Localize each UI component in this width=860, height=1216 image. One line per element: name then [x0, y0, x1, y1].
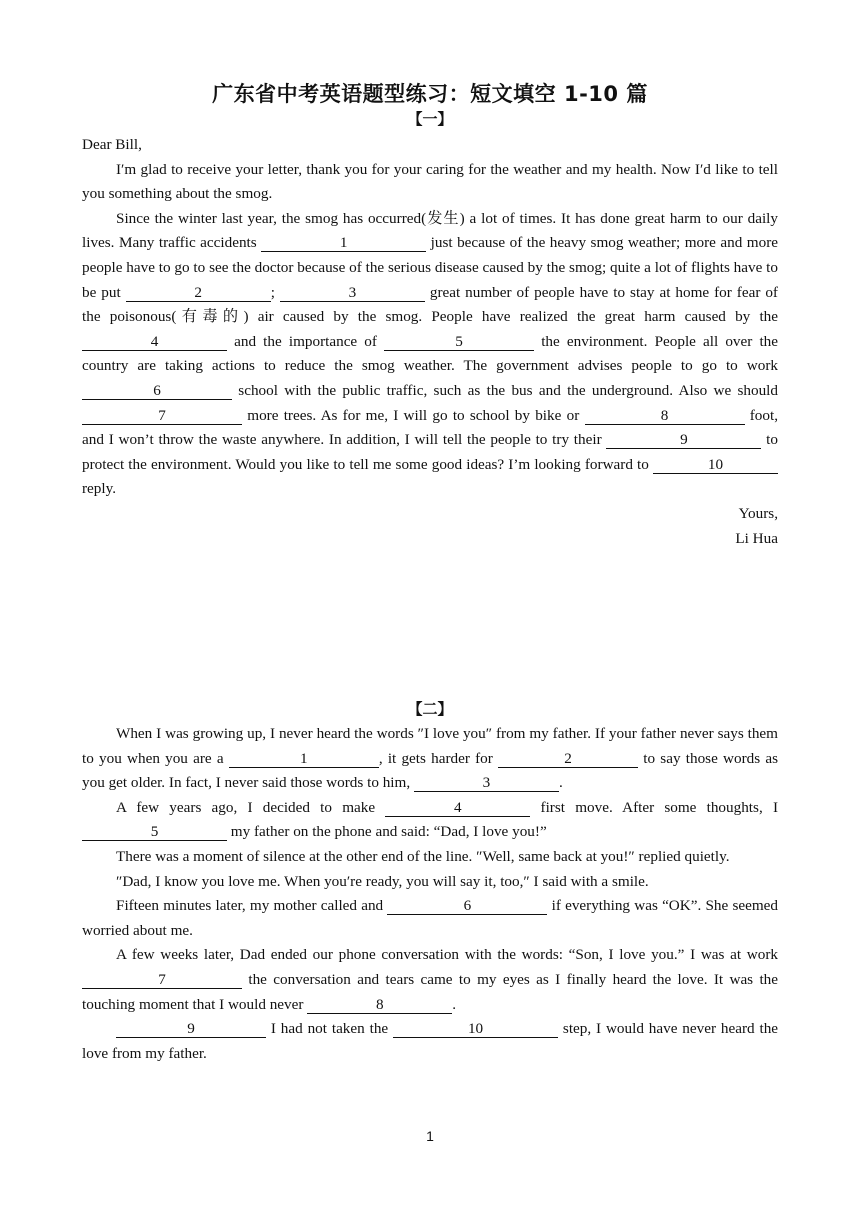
blank-2: 2 — [498, 750, 638, 768]
blank-4: 4 — [385, 799, 530, 817]
blank-2: 2 — [126, 284, 271, 302]
s2-paragraph-2: A few years ago, I decided to make 4 first move. After some thoughts, I 5 my father on the phone and said: “Dad, I love you!” — [82, 796, 778, 845]
blank-7: 7 — [82, 971, 242, 989]
section-2-body — [82, 722, 778, 1066]
blank-5: 5 — [82, 823, 227, 841]
blank-9: 9 — [606, 431, 761, 449]
blank-6: 6 — [387, 897, 547, 915]
blank-8: 8 — [585, 407, 745, 425]
section-2-heading: 【二】 — [407, 700, 453, 718]
page-number: 1 — [426, 1128, 434, 1144]
s1-paragraph-2: Since the winter last year, the smog has occurred(发生) a lot of times. It has done great harm to our daily lives. Many traffic accidents 1 just because of the heavy smog weather; more and more people have to go to see the doctor because of the serious disease caused by the smog; quite a lot of flights have to be put 2 ; 3 great number of people have to stay at home for fear of the poisonous(有毒的) air caused by the smog. People have realized the great harm caused by the 4 and the importance of 5 the environment. People all over the country are taking actions to reduce the smog weather. The government advises people to go to work 6 school with the public traffic, such as the bus and the underground. Also we should 7 more trees. As for me, I will go to school by bike or 8 foot, and I won’t throw the waste anywhere. In addition, I will tell the people to try their 9 to protect the environment. Would you like to tell me some good ideas? I’m looking forward to 10 reply. — [82, 209, 779, 498]
section-1-heading: 【一】 — [407, 110, 453, 128]
blank-7: 7 — [82, 407, 242, 425]
blank-8: 8 — [307, 996, 452, 1014]
s1-paragraph-1: I′m glad to receive your letter, thank you for your caring for the weather and my health. Now I′d like to tell you something about the smog. — [82, 160, 778, 203]
s2-paragraph-5: Fifteen minutes later, my mother called and 6 if everything was “OK”. She seemed worried about me. — [82, 897, 779, 939]
s2-paragraph-7: 9 I had not taken the 10 step, I would have never heard the love from my father. — [82, 1020, 779, 1062]
blank-1: 1 — [261, 234, 426, 252]
s2-paragraph-3: There was a moment of silence at the other end of the line. ″Well, same back at you!″ replied quietly. — [116, 847, 730, 865]
s2-paragraph-6: A few weeks later, Dad ended our phone conversation with the words: “Son, I love you.” I was at work 7 the conversation and tears came to my eyes as I finally heard the love. It was the touching moment that I would never 8 . — [82, 946, 779, 1013]
section-1-body — [82, 133, 778, 551]
blank-4: 4 — [82, 333, 227, 351]
blank-1: 1 — [229, 750, 379, 768]
greeting: Dear Bill, — [82, 136, 142, 153]
signature: Li Hua — [735, 529, 778, 547]
page-title: 广东省中考英语题型练习：短文填空 1-10 篇 — [212, 82, 648, 106]
s2-paragraph-1: When I was growing up, I never heard the words ″I love you″ from my father. If your father never says them to you when you are a 1 , it gets harder for 2 to say those words as you get older. In fact, I never said those words to him, 3 . — [82, 725, 779, 792]
blank-5: 5 — [384, 333, 534, 351]
blank-3: 3 — [280, 284, 425, 302]
s2-paragraph-4: ″Dad, I know you love me. When you′re ready, you will say it, too,″ I said with a smile. — [116, 872, 649, 890]
blank-9: 9 — [116, 1020, 266, 1038]
closing: Yours, — [738, 504, 778, 522]
blank-6: 6 — [82, 382, 232, 400]
blank-10: 10 — [393, 1020, 558, 1038]
blank-10: 10 — [653, 456, 778, 474]
blank-3: 3 — [414, 774, 559, 792]
